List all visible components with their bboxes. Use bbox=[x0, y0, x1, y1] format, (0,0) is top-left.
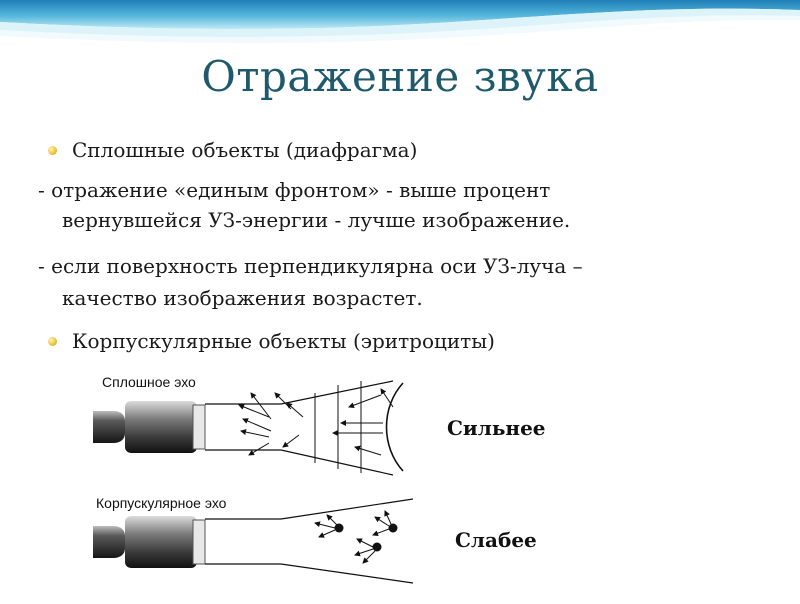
dash-reflection-front-line-2: вернувшейся УЗ-энергии - лучше изображение. bbox=[62, 208, 571, 232]
stronger-label: Сильнее bbox=[447, 416, 546, 440]
bullet-solid-objects: Сплошные объекты (диафрагма) bbox=[72, 138, 418, 162]
bullet-dot-icon bbox=[48, 146, 57, 155]
bottom-probe-icon bbox=[93, 516, 205, 568]
bullet-dot-icon bbox=[48, 337, 57, 346]
slide-title: Отражение звука bbox=[201, 52, 599, 101]
weaker-label: Слабее bbox=[455, 528, 537, 552]
dash-reflection-front-line-1: - отражение «единым фронтом» - выше процент bbox=[38, 178, 551, 202]
bullet-corpuscular-objects: Корпускулярные объекты (эритроциты) bbox=[72, 329, 495, 353]
top-probe-icon bbox=[93, 401, 205, 453]
corpuscular-echo-label: Корпускулярное эхо bbox=[96, 495, 227, 511]
header-wave-band bbox=[0, 0, 800, 50]
dash-perpendicular-line-2: качество изображения возрастет. bbox=[62, 286, 423, 310]
echo-diagram-drawing bbox=[93, 371, 457, 600]
solid-echo-label: Сплошное эхо bbox=[102, 374, 196, 390]
dash-perpendicular-line-1: - если поверхность перпендикулярна оси УЗ-луча – bbox=[38, 254, 583, 278]
echo-diagram bbox=[93, 371, 457, 600]
